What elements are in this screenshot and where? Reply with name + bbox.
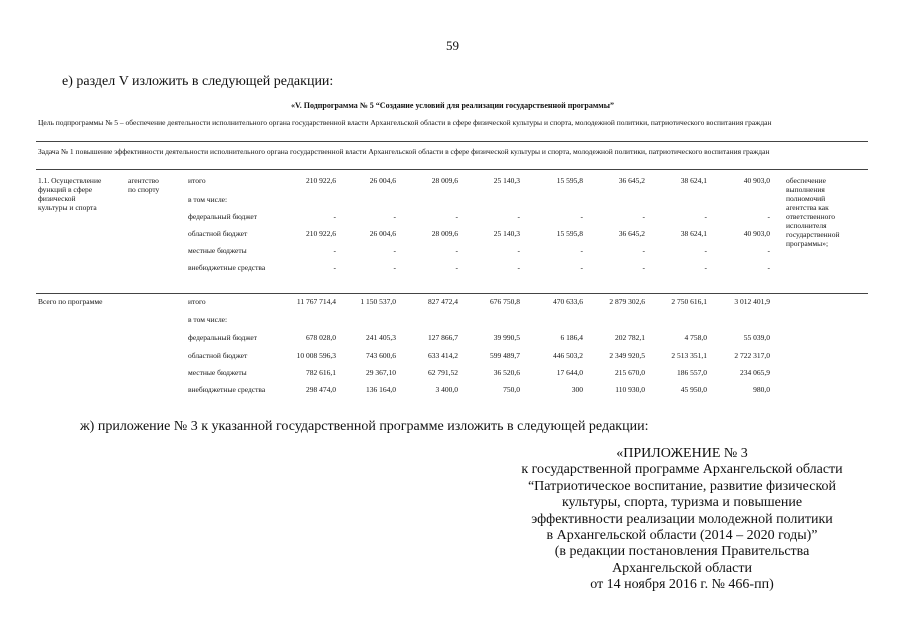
value-cell: - bbox=[642, 246, 645, 255]
value-cell: 136 164,0 bbox=[366, 385, 396, 394]
value-cell: 599 489,7 bbox=[490, 351, 520, 360]
value-cell: 215 670,0 bbox=[615, 368, 645, 377]
appendix-line: «ПРИЛОЖЕНИЕ № 3 bbox=[616, 446, 748, 461]
value-cell: 29 367,10 bbox=[366, 368, 396, 377]
value-cell: 3 400,0 bbox=[435, 385, 458, 394]
value-cell: 1 150 537,0 bbox=[360, 297, 396, 306]
value-cell: 2 349 920,5 bbox=[609, 351, 645, 360]
value-cell: - bbox=[393, 212, 396, 221]
value-cell: - bbox=[767, 263, 770, 272]
appendix-line: эффективности реализации молодежной политики bbox=[531, 511, 833, 527]
value-cell: 15 595,8 bbox=[556, 229, 583, 238]
value-cell: 676 750,8 bbox=[490, 297, 520, 306]
value-cell: 782 616,1 bbox=[306, 368, 336, 377]
value-cell: - bbox=[704, 246, 707, 255]
value-cell: - bbox=[393, 263, 396, 272]
value-cell: 186 557,0 bbox=[677, 368, 707, 377]
row-label: в том числе: bbox=[188, 195, 228, 204]
divider-line bbox=[36, 141, 868, 142]
row-label: областной бюджет bbox=[188, 351, 248, 360]
value-cell: 300 bbox=[571, 385, 583, 394]
value-cell: - bbox=[580, 263, 583, 272]
responsible-agency: агентство по спорту bbox=[128, 176, 160, 194]
appendix-header-block bbox=[472, 446, 892, 594]
appendix-line: “Патриотическое воспитание, развитие физической bbox=[527, 478, 837, 494]
row-label: местные бюджеты bbox=[188, 246, 247, 255]
value-cell: 28 009,6 bbox=[431, 176, 458, 185]
value-cell: - bbox=[393, 246, 396, 255]
value-cell: 202 782,1 bbox=[615, 333, 645, 342]
value-cell: 17 644,0 bbox=[556, 368, 583, 377]
value-cell: 2 879 302,6 bbox=[609, 297, 645, 306]
value-cell: 36 520,6 bbox=[493, 368, 520, 377]
row-label: внебюджетные средства bbox=[188, 263, 266, 272]
appendix-line: Архангельской области bbox=[612, 560, 752, 576]
value-cell: 827 472,4 bbox=[428, 297, 458, 306]
section-zh-heading: ж) приложение № 3 к указанной государственной программе изложить в следующей редакции: bbox=[80, 419, 649, 434]
value-cell: - bbox=[704, 212, 707, 221]
appendix-line: к государственной программе Архангельской области bbox=[521, 462, 843, 478]
value-cell: 470 633,6 bbox=[553, 297, 583, 306]
value-cell: - bbox=[517, 263, 520, 272]
row-label: областной бюджет bbox=[188, 229, 248, 238]
row-label: федеральный бюджет bbox=[188, 333, 258, 342]
value-cell: 241 405,3 bbox=[366, 333, 396, 342]
task-paragraph: Задача № 1 повышение эффективности деятельности исполнительного органа государственной власти Архангельской области в сфере физической культуры и спорта, молодежной политики, патриотического воспитания граждан bbox=[38, 147, 770, 156]
value-cell: - bbox=[333, 263, 336, 272]
value-cell: - bbox=[642, 263, 645, 272]
value-cell: 39 990,5 bbox=[493, 333, 520, 342]
value-cell: 210 922,6 bbox=[306, 176, 336, 185]
row-label: в том числе: bbox=[188, 315, 228, 324]
value-cell: 678 028,0 bbox=[306, 333, 336, 342]
value-cell: 750,0 bbox=[503, 385, 520, 394]
subprogram-title: «V. Подпрограмма № 5 “Создание условий для реализации государственной программы” bbox=[290, 101, 614, 110]
appendix-line: от 14 ноября 2016 г. № 466-пп) bbox=[590, 577, 774, 593]
value-cell: 110 930,0 bbox=[615, 385, 645, 394]
value-cell: - bbox=[333, 212, 336, 221]
appendix-line: культуры, спорта, туризма и повышение bbox=[561, 495, 803, 511]
row-label: местные бюджеты bbox=[188, 368, 247, 377]
section-e-heading: е) раздел V изложить в следующей редакции: bbox=[62, 74, 334, 89]
value-cell: 298 474,0 bbox=[306, 385, 336, 394]
value-cell: 25 140,3 bbox=[493, 176, 520, 185]
value-cell: - bbox=[333, 246, 336, 255]
value-cell: 210 922,6 bbox=[306, 229, 336, 238]
value-cell: 446 503,2 bbox=[553, 351, 583, 360]
value-cell: 10 008 596,3 bbox=[296, 351, 336, 360]
value-cell: - bbox=[517, 246, 520, 255]
value-cell: - bbox=[767, 212, 770, 221]
value-cell: 55 039,0 bbox=[743, 333, 770, 342]
value-cell: 980,0 bbox=[753, 385, 770, 394]
value-cell: 38 624,1 bbox=[680, 229, 707, 238]
appendix-line: в Архангельской области (2014 – 2020 годы)” bbox=[546, 528, 818, 544]
value-cell: 38 624,1 bbox=[680, 176, 707, 185]
page-number: 59 bbox=[446, 38, 459, 53]
row-label: итого bbox=[188, 176, 206, 185]
value-cell: - bbox=[455, 263, 458, 272]
value-cell: - bbox=[455, 246, 458, 255]
value-cell: 2 722 317,0 bbox=[734, 351, 770, 360]
value-cell: 234 065,9 bbox=[740, 368, 770, 377]
value-cell: 4 758,0 bbox=[684, 333, 707, 342]
value-cell: 15 595,8 bbox=[556, 176, 583, 185]
row-label: внебюджетные средства bbox=[188, 385, 266, 394]
divider-line bbox=[36, 293, 868, 294]
goal-paragraph: Цель подпрограммы № 5 – обеспечение деятельности исполнительного органа государственной власти Архангельской области в сфере физической культуры и спорта, молодежной политики, патриотического воспитания граждан bbox=[38, 118, 772, 127]
program-total-label: Всего по программе bbox=[38, 297, 103, 306]
value-cell: 40 903,0 bbox=[743, 176, 770, 185]
value-cell: - bbox=[455, 212, 458, 221]
value-cell: 28 009,6 bbox=[431, 229, 458, 238]
value-cell: 26 004,6 bbox=[369, 229, 396, 238]
value-cell: 6 186,4 bbox=[560, 333, 583, 342]
value-cell: 2 750 616,1 bbox=[671, 297, 707, 306]
value-cell: 26 004,6 bbox=[369, 176, 396, 185]
row-label: итого bbox=[188, 297, 206, 306]
value-cell: - bbox=[642, 212, 645, 221]
value-cell: 11 767 714,4 bbox=[296, 297, 336, 306]
value-cell: - bbox=[767, 246, 770, 255]
expected-result: обеспечение выполнения полномочий агентства как ответственного исполнителя государственной программы»; bbox=[786, 176, 840, 248]
value-cell: 62 791,52 bbox=[428, 368, 458, 377]
value-cell: 25 140,3 bbox=[493, 229, 520, 238]
value-cell: 36 645,2 bbox=[618, 229, 645, 238]
value-cell: 40 903,0 bbox=[743, 229, 770, 238]
value-cell: 127 866,7 bbox=[428, 333, 458, 342]
value-cell: 633 414,2 bbox=[428, 351, 458, 360]
row-label: федеральный бюджет bbox=[188, 212, 258, 221]
value-cell: 3 012 401,9 bbox=[734, 297, 770, 306]
activity-name: 1.1. Осуществление функций в сфере физической культуры и спорта bbox=[38, 176, 102, 212]
value-cell: - bbox=[580, 212, 583, 221]
value-cell: 45 950,0 bbox=[680, 385, 707, 394]
value-cell: - bbox=[517, 212, 520, 221]
value-cell: 36 645,2 bbox=[618, 176, 645, 185]
divider-line bbox=[36, 169, 868, 170]
value-cell: 2 513 351,1 bbox=[671, 351, 707, 360]
value-cell: 743 600,6 bbox=[366, 351, 396, 360]
value-cell: - bbox=[704, 263, 707, 272]
appendix-line: (в редакции постановления Правительства bbox=[554, 544, 810, 560]
value-cell: - bbox=[580, 246, 583, 255]
